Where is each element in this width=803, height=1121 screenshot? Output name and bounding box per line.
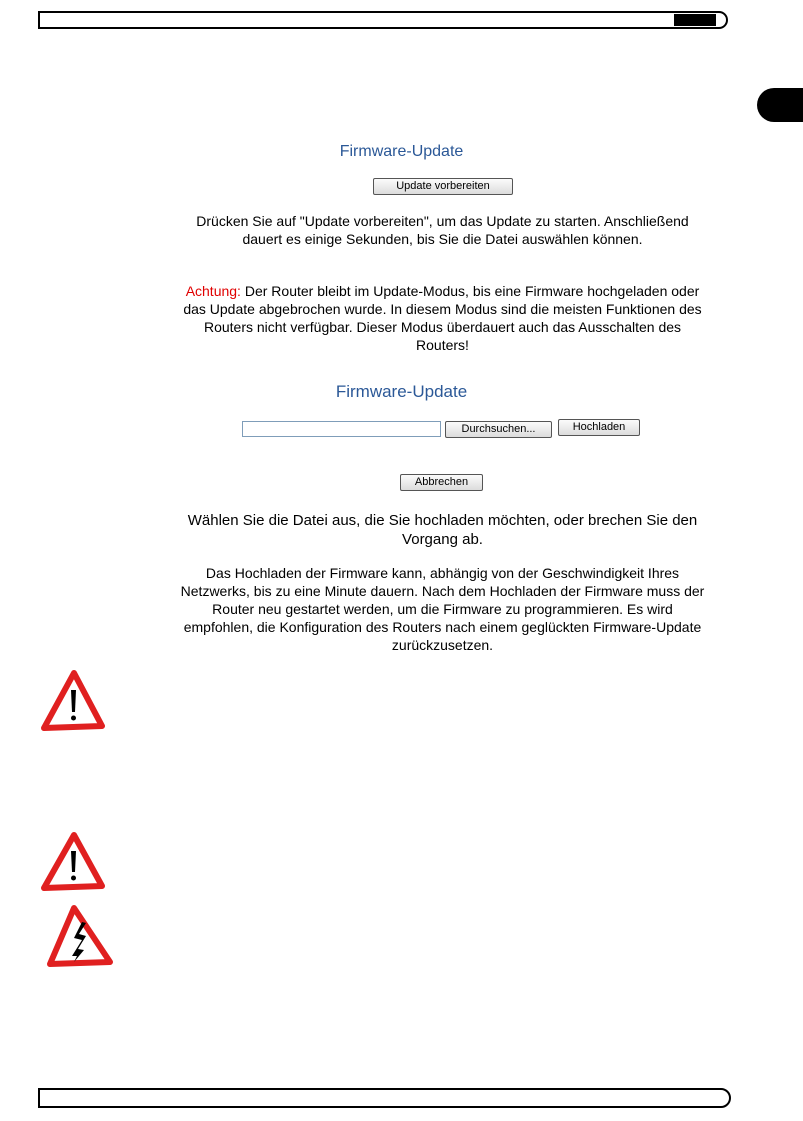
chapter-tab — [757, 88, 803, 122]
cancel-button[interactable]: Abbrechen — [400, 474, 483, 491]
browse-button[interactable]: Durchsuchen... — [445, 421, 552, 438]
upload-button[interactable]: Hochladen — [558, 419, 640, 436]
warning-text: Der Router bleibt im Update-Modus, bis eine Firmware hochgeladen oder das Update abgebrochen wurde. In diesem Modus sind die meisten Funktionen des Routers nicht verfügbar. Dieser Modus überdauert auch das Ausschalten des Routers! — [183, 283, 702, 353]
warning-label: Achtung: — [185, 283, 241, 299]
footer-bar — [38, 1088, 731, 1108]
header-bar — [38, 11, 728, 29]
select-file-text: Wählen Sie die Datei aus, die Sie hochladen möchten, oder brechen Sie den Vorgang ab. — [187, 512, 698, 548]
section-title-upload: Firmware-Update — [335, 382, 468, 401]
prepare-update-button[interactable]: Update vorbereiten — [373, 178, 513, 195]
electrical-hazard-icon — [44, 902, 116, 970]
upload-info-text: Das Hochladen der Firmware kann, abhängig von der Geschwindigkeit Ihres Netzwerks, bis zu eine Minute dauern. Nach dem Hochladen der Firmware muss der Router neu gestartet werden, um die Firmware zu programmieren. Es wird empfohlen, die Konfiguration des Routers nach einem geglückten Firmware-Update zurückzusetzen. — [180, 565, 705, 653]
warning-exclamation-icon — [40, 668, 106, 732]
file-path-input[interactable] — [242, 421, 441, 437]
update-mode-warning — [180, 282, 705, 354]
header-tab — [674, 14, 716, 26]
warning-exclamation-icon — [40, 830, 106, 892]
section-title-prepare: Firmware-Update — [339, 143, 464, 160]
prepare-instruction-text: Drücken Sie auf "Update vorbereiten", um das Update zu starten. Anschließend dauert es einige Sekunden, bis Sie die Datei auswählen können. — [196, 213, 689, 247]
